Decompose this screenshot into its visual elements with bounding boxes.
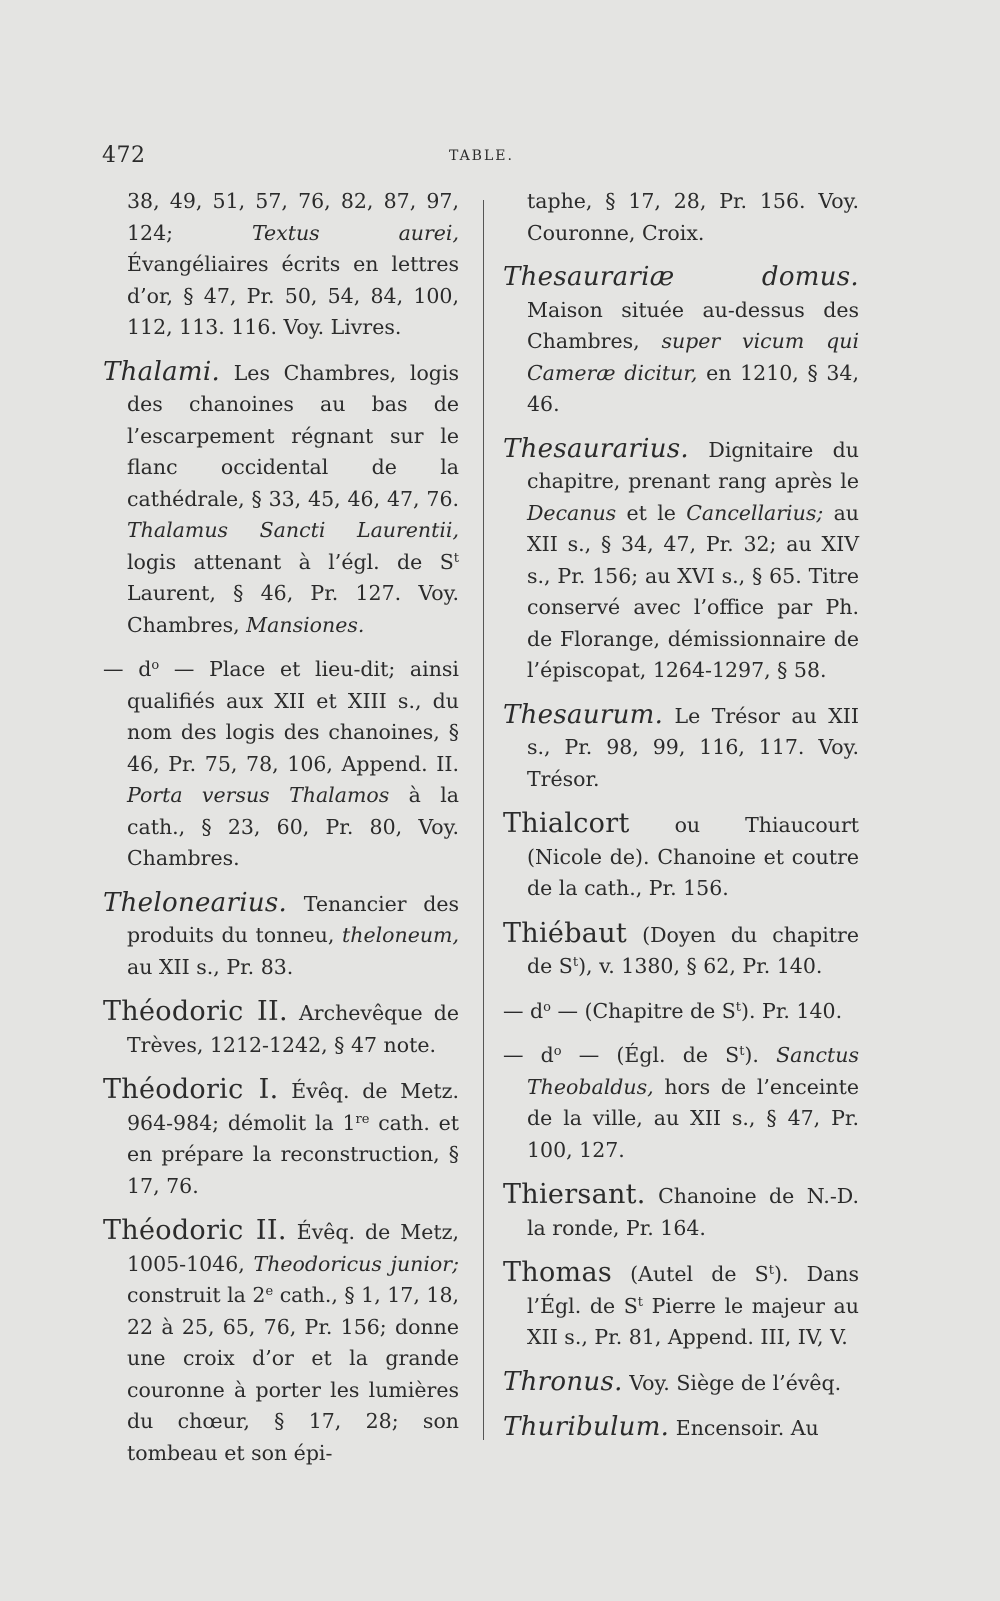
superscript: t — [768, 1263, 774, 1278]
index-entry-thiersant — [503, 1179, 859, 1244]
entry-text: Évêq. de Metz, 1005-1046, — [127, 1220, 459, 1276]
entry-text: Tenancier des produits du tonneu, — [127, 891, 459, 947]
headword: Thronus. — [503, 1366, 623, 1397]
entry-text: Encensoir. Au — [669, 1416, 819, 1440]
superscript: o — [151, 658, 160, 673]
index-entry-thuribulum — [503, 1412, 859, 1445]
italic-text: Cancellarius; — [686, 500, 824, 525]
entry-text: Pierre le majeur au XII s., Pr. 81, Append. III, IV, V. — [527, 1293, 859, 1349]
headword: Thiersant. — [503, 1179, 646, 1210]
entry-text: — d — [503, 1043, 554, 1067]
index-entry-continued — [103, 186, 459, 344]
index-entry-thiebaut-eglise — [503, 1040, 859, 1166]
entry-text: hors de l’enceinte de la ville, au XII s., § 47, Pr. 100, 127. — [527, 1074, 859, 1162]
superscript: t — [637, 1294, 644, 1310]
italic-text: Sanctus Theobaldus, — [527, 1043, 860, 1099]
headword: Thialcort — [503, 808, 630, 839]
headword: Thalami. — [103, 356, 221, 387]
italic-text: Theodoricus junior; — [253, 1251, 459, 1276]
right-column — [503, 186, 859, 1458]
entry-text: ou Thiaucourt (Nicole de). Chanoine et coutre de la cath., Pr. 156. — [527, 813, 859, 900]
superscript: o — [553, 1044, 562, 1059]
italic-text: super vicum qui Cameræ dicitur, — [527, 329, 859, 385]
entry-text: 38, 49, 51, 57, 76, 82, 87, 97, 124; — [127, 189, 459, 245]
headword: Thuribulum. — [503, 1412, 670, 1442]
entry-text: Évêq. de Metz. 964-984; démolit la 1 — [127, 1079, 459, 1135]
column-divider — [483, 200, 484, 1440]
entry-text: cath., § 1, 17, 18, 22 à 25, 65, 76, Pr. 156; donne une croix d’or et la grande couronne à porter les lumières du chœur, § 17, 28; son tombeau et son épi- — [127, 1283, 459, 1465]
entry-text: Les Chambres, logis des chanoines au bas de l’escarpement régnant sur le flanc occidental de la cathédrale, § 33, 45, 46, 47, 76. — [127, 360, 459, 511]
entry-text: ). — [744, 1043, 777, 1067]
headword: Thelonearius. — [103, 887, 288, 918]
entry-text: (Doyen du chapitre de S — [527, 922, 859, 978]
entry-text: — d — [103, 657, 152, 681]
running-title: TABLE. — [449, 148, 514, 164]
index-entry-thiebaut — [503, 918, 859, 983]
entry-text: Dignitaire du chapitre, prenant rang après le — [527, 437, 859, 493]
superscript: t — [453, 550, 459, 566]
index-entry-theodoric-ii — [103, 1215, 459, 1469]
headword: Théodoric II. — [103, 1215, 287, 1246]
entry-text: Laurent, § 46, Pr. 127. Voy. Chambres, — [127, 581, 459, 637]
entry-text: en 1210, § 34, 46. — [527, 360, 859, 416]
index-entry-thomas — [503, 1257, 859, 1354]
italic-text: theloneum, — [342, 923, 459, 947]
superscript: t — [572, 955, 579, 970]
entry-text: ). Dans l’Égl. de S — [527, 1262, 860, 1318]
entry-text: Maison située au-dessus des Chambres, — [527, 297, 859, 353]
page-number: 472 — [102, 143, 146, 168]
italic-text: Porta versus Thalamos — [127, 783, 390, 807]
index-entry-thalami-place — [103, 654, 459, 875]
entry-text: au XII s., § 34, 47, Pr. 32; au XIV s., Pr. 156; au XVI s., § 65. Titre conservé avec l’office par Ph. de Florange, démissionnaire de l’épiscopat, 1264-1297, § 58. — [527, 500, 859, 682]
superscript: re — [355, 1111, 370, 1127]
left-column — [103, 186, 459, 1482]
italic-text: Thalamus Sancti Laurentii, — [127, 518, 459, 542]
entry-text: à la cath., § 23, 60, Pr. 80, Voy. Chambres. — [127, 783, 459, 870]
superscript: t — [735, 999, 742, 1015]
index-entry-thelonearius — [103, 888, 459, 984]
index-entry-thesaurariae — [503, 262, 859, 421]
entry-text: logis attenant à l’égl. de S — [127, 549, 454, 574]
index-entry-thalami — [103, 357, 459, 642]
entry-text: Voy. Siège de l’évêq. — [622, 1370, 842, 1395]
headword: Thomas — [503, 1257, 613, 1288]
italic-text: Textus aurei, — [251, 220, 459, 245]
entry-text: Chanoine de N.-D. la ronde, Pr. 164. — [527, 1184, 859, 1240]
entry-text: construit la 2 — [127, 1283, 266, 1307]
headword: Théodoric I. — [103, 1074, 279, 1105]
entry-text: ). Pr. 140. — [741, 998, 843, 1023]
italic-text: Decanus — [527, 500, 617, 525]
entry-text: — (Chapitre de S — [550, 998, 736, 1023]
index-entry-theodoric-archbishop — [103, 996, 459, 1061]
index-entry-thialcort — [503, 808, 859, 905]
index-entry-thesaurum — [503, 700, 859, 796]
entry-text: ), v. 1380, § 62, Pr. 140. — [578, 954, 823, 978]
index-entry-continued — [503, 186, 859, 249]
index-entry-thesaurarius — [503, 434, 859, 687]
entry-text: Le Trésor au XII s., Pr. 98, 99, 116, 117. Voy. Trésor. — [527, 703, 859, 791]
entry-text: — (Égl. de S — [561, 1043, 740, 1067]
superscript: o — [543, 999, 551, 1015]
entry-text: (Autel de S — [612, 1262, 769, 1286]
entry-text: — d — [503, 998, 544, 1023]
entry-text: au XII s., Pr. 83. — [127, 954, 294, 979]
entry-text: taphe, § 17, 28, Pr. 156. Voy. Couronne, Croix. — [527, 189, 859, 245]
headword: Thesaurariæ domus. — [503, 262, 859, 292]
superscript: t — [739, 1044, 745, 1059]
index-entry-thronus — [503, 1367, 859, 1400]
italic-text: Mansiones. — [246, 612, 365, 637]
headword: Théodoric II. — [103, 996, 288, 1027]
index-entry-theodoric-i — [103, 1074, 459, 1202]
superscript: e — [265, 1284, 274, 1299]
headword: Thesaurarius. — [503, 433, 689, 464]
entry-text: Évangéliaires écrits en lettres d’or, § 47, Pr. 50, 54, 84, 100, 112, 113. 116. Voy. Livres. — [127, 252, 459, 339]
entry-text: — Place et lieu-dit; ainsi qualifiés aux XII et XIII s., du nom des logis des chanoines, § 46, Pr. 75, 78, 106, Append. II. — [127, 657, 459, 776]
index-entry-thiebaut-chapitre — [503, 996, 859, 1028]
entry-text: cath. et en prépare la reconstruction, § 17, 76. — [127, 1110, 459, 1198]
headword: Thiébaut — [503, 917, 628, 949]
headword: Thesaurum. — [503, 699, 664, 730]
entry-text: Archevêque de Trèves, 1212-1242, § 47 note. — [127, 1001, 459, 1057]
entry-text: et le — [616, 500, 687, 525]
